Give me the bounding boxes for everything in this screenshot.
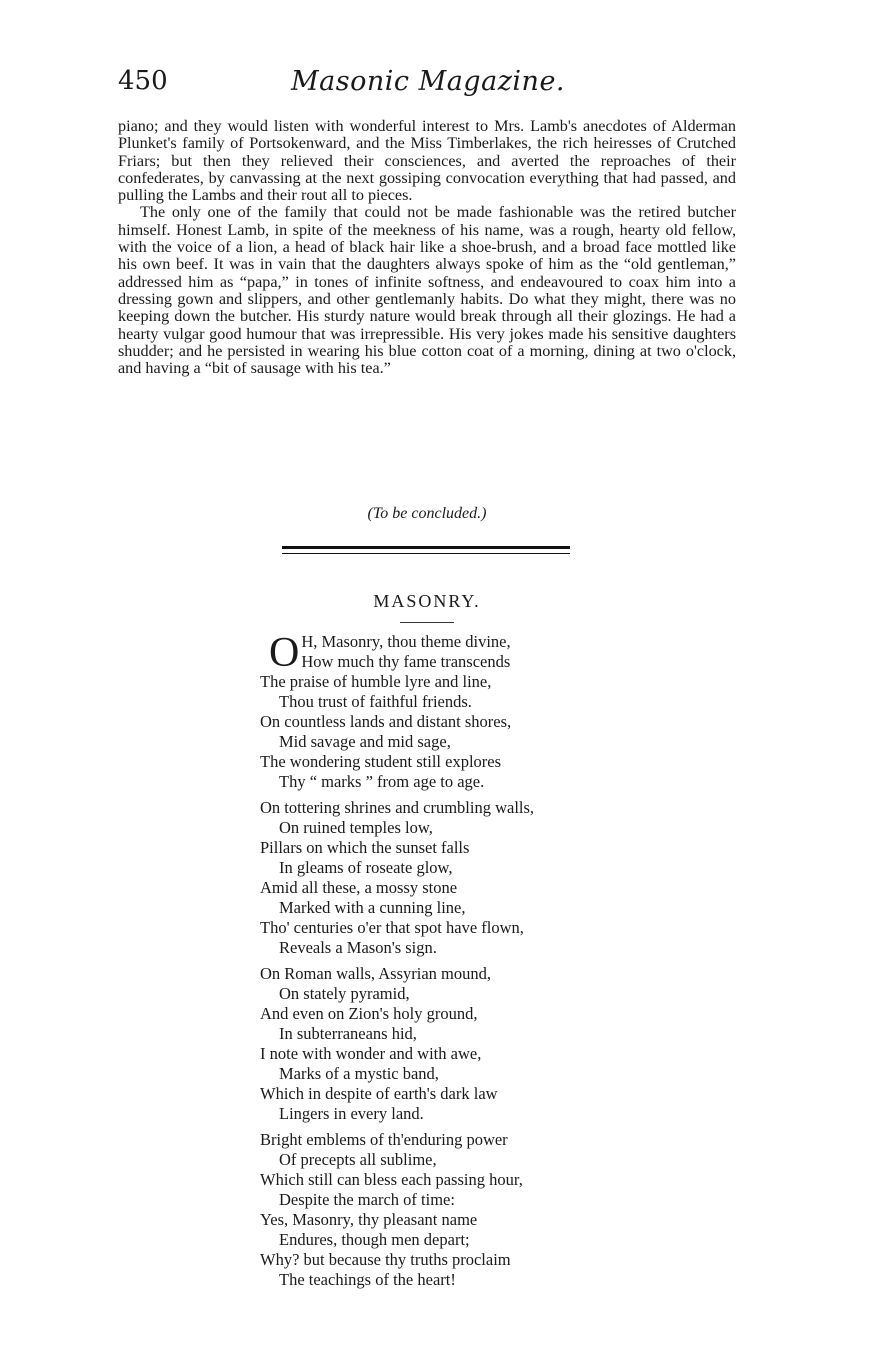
stanza-1 (260, 632, 680, 792)
poem-line: On stately pyramid, (279, 984, 410, 1003)
poem-line: Despite the march of time: (279, 1190, 455, 1209)
poem-line: And even on Zion's holy ground, (260, 1004, 478, 1023)
poem-line: H, Masonry, thou theme divine, (301, 632, 511, 651)
poem-line: Pillars on which the sunset falls (260, 838, 470, 857)
poem-line: On Roman walls, Assyrian mound, (260, 964, 491, 983)
poem-line: Of precepts all sublime, (279, 1150, 437, 1169)
page-number: 450 (118, 66, 168, 96)
poem-line: Bright emblems of th'enduring power (260, 1130, 508, 1149)
stanza-4 (260, 1130, 680, 1290)
poem-line: The praise of humble lyre and line, (260, 672, 492, 691)
poem-title: MASONRY. (373, 591, 481, 611)
poem-line: Yes, Masonry, thy pleasant name (260, 1210, 478, 1229)
poem-line: In subterraneans hid, (279, 1024, 417, 1043)
stanza-3 (260, 964, 680, 1124)
poem-line: On ruined temples low, (279, 818, 433, 837)
page-header (118, 66, 738, 106)
poem-line: Thou trust of faithful friends. (279, 692, 472, 711)
poem-line: Reveals a Mason's sign. (279, 938, 437, 957)
poem-line: On countless lands and distant shores, (260, 712, 512, 731)
title-rule (400, 622, 454, 623)
poem-line: On tottering shrines and crumbling walls, (260, 798, 535, 817)
poem-line: Lingers in every land. (279, 1104, 424, 1123)
poem (260, 632, 680, 1296)
to-be-concluded-note: (To be concluded.) (367, 505, 487, 522)
article-text (118, 118, 736, 377)
poem-line: The teachings of the heart! (279, 1270, 456, 1289)
poem-line: How much thy fame transcends (301, 652, 511, 671)
running-title: Masonic Magazine. (290, 66, 566, 97)
section-divider (282, 546, 570, 549)
poem-line: Why? but because thy truths proclaim (260, 1250, 511, 1269)
paragraph: The only one of the family that could not be made fashionable was the retired butcher himself. Honest Lamb, in spite of the meekness of his name, was a rough, hearty old fellow, with the voice of a lion, a head of black hair like a shoe-brush, and a broad face mottled like his own beef. It was in vain that the daughters always spoke of him as the “old gentleman,” addressed him as “papa,” in tones of infinite softness, and endeavoured to coax him into a dressing gown and slippers, and other gentlemanly habits. Do what they might, there was no keeping down the butcher. His sturdy nature would break through all their glozings. He had a hearty vulgar good humour that was irrepressible. His very jokes made his sensitive daughters shudder; and he persisted in wearing his blue cotton coat of a morning, dining at two o'clock, and having a “bit of sausage with his tea.” (118, 203, 736, 378)
poem-line: Thy “ marks ” from age to age. (279, 772, 485, 791)
poem-line: The wondering student still explores (260, 752, 502, 771)
stanza-2 (260, 798, 680, 958)
poem-line: Amid all these, a mossy stone (260, 878, 458, 897)
poem-line: Marks of a mystic band, (279, 1064, 439, 1083)
poem-line: Which in despite of earth's dark law (260, 1084, 498, 1103)
poem-line: In gleams of roseate glow, (279, 858, 453, 877)
drop-cap: O (269, 630, 300, 676)
poem-line: Which still can bless each passing hour, (260, 1170, 523, 1189)
poem-line: Endures, though men depart; (279, 1230, 470, 1249)
poem-line: Tho' centuries o'er that spot have flown, (260, 918, 524, 937)
poem-line: Marked with a cunning line, (279, 898, 466, 917)
poem-line: Mid savage and mid sage, (279, 732, 451, 751)
section-divider-thin (282, 553, 570, 554)
poem-line: I note with wonder and with awe, (260, 1044, 482, 1063)
paragraph: piano; and they would listen with wonderful interest to Mrs. Lamb's anecdotes of Alderman Plunket's family of Portsokenward, and the Miss Timberlakes, the rich heiresses of Crutched Friars; but then they relieved their consciences, and averted the reproaches of their confederates, by canvassing at the next gossiping convocation everything that had passed, and pulling the Lambs and their rout all to pieces. (118, 117, 736, 205)
